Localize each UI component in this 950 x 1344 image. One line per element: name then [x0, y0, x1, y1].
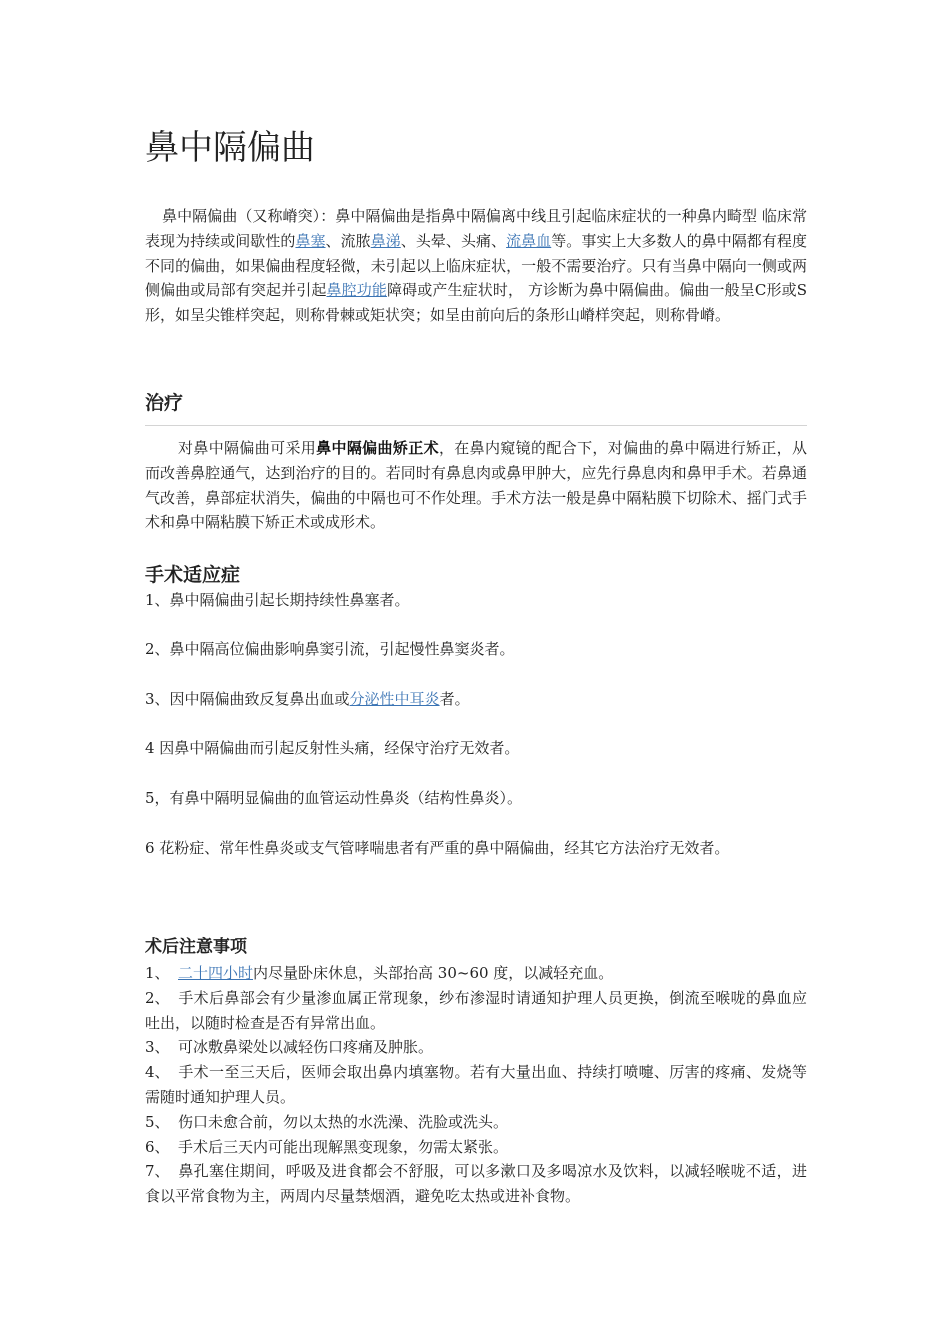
link-nasal-function[interactable]: 鼻腔功能 [326, 281, 387, 300]
aftercare-heading: 术后注意事项 [145, 937, 247, 957]
aftercare-item-text: 鼻孔塞住期间，呼吸及进食都会不舒服，可以多漱口及多喝凉水及饮料，以减轻喉咙不适，进食以平常食物为主，两周内尽量禁烟酒，避免吃太热或进补食物。 [145, 1162, 807, 1206]
aftercare-item-number: 5、 [145, 1112, 170, 1131]
treatment-heading: 治疗 [145, 392, 184, 414]
aftercare-item-4 [145, 1060, 807, 1110]
intro-text-4: 等。事实上大多数人的鼻中隔都有程度不同的偏曲，如果偏曲程度轻微，未引起以上临床症状，一般不需要治疗。只有当鼻中隔向一侧或两侧偏曲或局部有突起并引起 [145, 231, 807, 300]
aftercare-item-number: 4、 [145, 1063, 170, 1082]
intro-paragraph [145, 204, 807, 328]
indication-item-3-suffix: 者。 [439, 690, 470, 708]
link-secretory-otitis-media[interactable]: 分泌性中耳炎 [349, 690, 440, 708]
aftercare-item-6 [145, 1135, 807, 1160]
aftercare-item-1 [145, 961, 807, 986]
link-twenty-four-hours[interactable]: 二十四小时 [178, 964, 254, 982]
aftercare-item-number: 7、 [145, 1162, 170, 1181]
indication-item-4: 4 因鼻中隔偏曲而引起反射性头痛，经保守治疗无效者。 [145, 739, 520, 757]
intro-text-1: 鼻中隔偏曲（又称嵴突）：鼻中隔偏曲是指鼻中隔偏离中线且引起临床症状的一种鼻内畸型 临床常表现为持续或间歇性的 [145, 207, 807, 250]
aftercare-item-text: 手术一至三天后，医师会取出鼻内填塞物。若有大量出血、持续打喷嚏、厉害的疼痛、发烧等需随时通知护理人员。 [145, 1063, 807, 1106]
aftercare-list [145, 961, 807, 1209]
intro-text-3: 、头晕、头痛、 [400, 231, 507, 250]
aftercare-item-text: 内尽量卧床休息，头部抬高 30~60 度，以减轻充血。 [253, 964, 614, 982]
aftercare-item-number: 2、 [145, 988, 170, 1007]
link-nosebleed[interactable]: 流鼻血 [506, 231, 552, 250]
indication-item-1: 1、鼻中隔偏曲引起长期持续性鼻塞者。 [145, 591, 410, 609]
indication-item-2: 2、鼻中隔高位偏曲影响鼻窦引流，引起慢性鼻窦炎者。 [145, 640, 515, 658]
aftercare-item-text: 伤口未愈合前，勿以太热的水洗澡、洗脸或洗头。 [178, 1112, 509, 1131]
aftercare-item-text: 可冰敷鼻梁处以减轻伤口疼痛及肿胀。 [178, 1038, 434, 1057]
section-divider [145, 425, 807, 426]
indications-heading: 手术适应症 [145, 564, 241, 586]
aftercare-item-text: 手术后三天内可能出现解黑变现象，勿需太紧张。 [178, 1137, 509, 1156]
indication-item-3 [145, 687, 470, 711]
aftercare-item-number: 6、 [145, 1137, 170, 1156]
indication-item-6: 6 花粉症、常年性鼻炎或支气管哮喘患者有严重的鼻中隔偏曲，经其它方法治疗无效者。 [145, 839, 730, 857]
aftercare-item-text: 手术后鼻部会有少量渗血属正常现象，纱布渗湿时请通知护理人员更换，倒流至喉咙的鼻血应吐出，以随时检查是否有异常出血。 [145, 988, 807, 1032]
aftercare-item-number: 1、 [145, 964, 170, 982]
indication-item-5: 5，有鼻中隔明显偏曲的血管运动性鼻炎（结构性鼻炎）。 [145, 789, 523, 807]
treatment-paragraph [145, 436, 807, 535]
page-title: 鼻中隔偏曲 [145, 128, 315, 168]
aftercare-item-3 [145, 1035, 807, 1060]
aftercare-item-number: 3、 [145, 1038, 170, 1057]
aftercare-item-2 [145, 986, 807, 1036]
link-nasal-congestion[interactable]: 鼻塞 [295, 231, 326, 250]
intro-text-2: 、流脓 [325, 231, 371, 250]
aftercare-item-5 [145, 1110, 807, 1135]
aftercare-item-7 [145, 1159, 807, 1209]
treatment-text-2: ，在鼻内窥镜的配合下，对偏曲的鼻中隔进行矫正，从而改善鼻腔通气，达到治疗的目的。若同时有鼻息肉或鼻甲肿大，应先行鼻息肉和鼻甲手术。若鼻通气改善，鼻部症状消失，偏曲的中隔也可不作处理。手术方法一般是鼻中隔粘膜下切除术、摇门式手术和鼻中隔粘膜下矫正术或成形术。 [145, 439, 807, 532]
link-nasal-discharge[interactable]: 鼻涕 [370, 231, 401, 250]
treatment-text-1: 对鼻中隔偏曲可采用 [178, 439, 317, 457]
intro-text-5: 障碍或产生症状时， 方诊断为鼻中隔偏曲。偏曲一般呈C形或S形，如呈尖锥样突起，则称骨棘或矩状突；如呈由前向后的条形山嵴样突起，则称骨嵴。 [145, 281, 807, 325]
treatment-bold-term: 鼻中隔偏曲矫正术 [316, 439, 439, 457]
indication-item-3-text: 3、因中隔偏曲致反复鼻出血或 [145, 690, 350, 708]
